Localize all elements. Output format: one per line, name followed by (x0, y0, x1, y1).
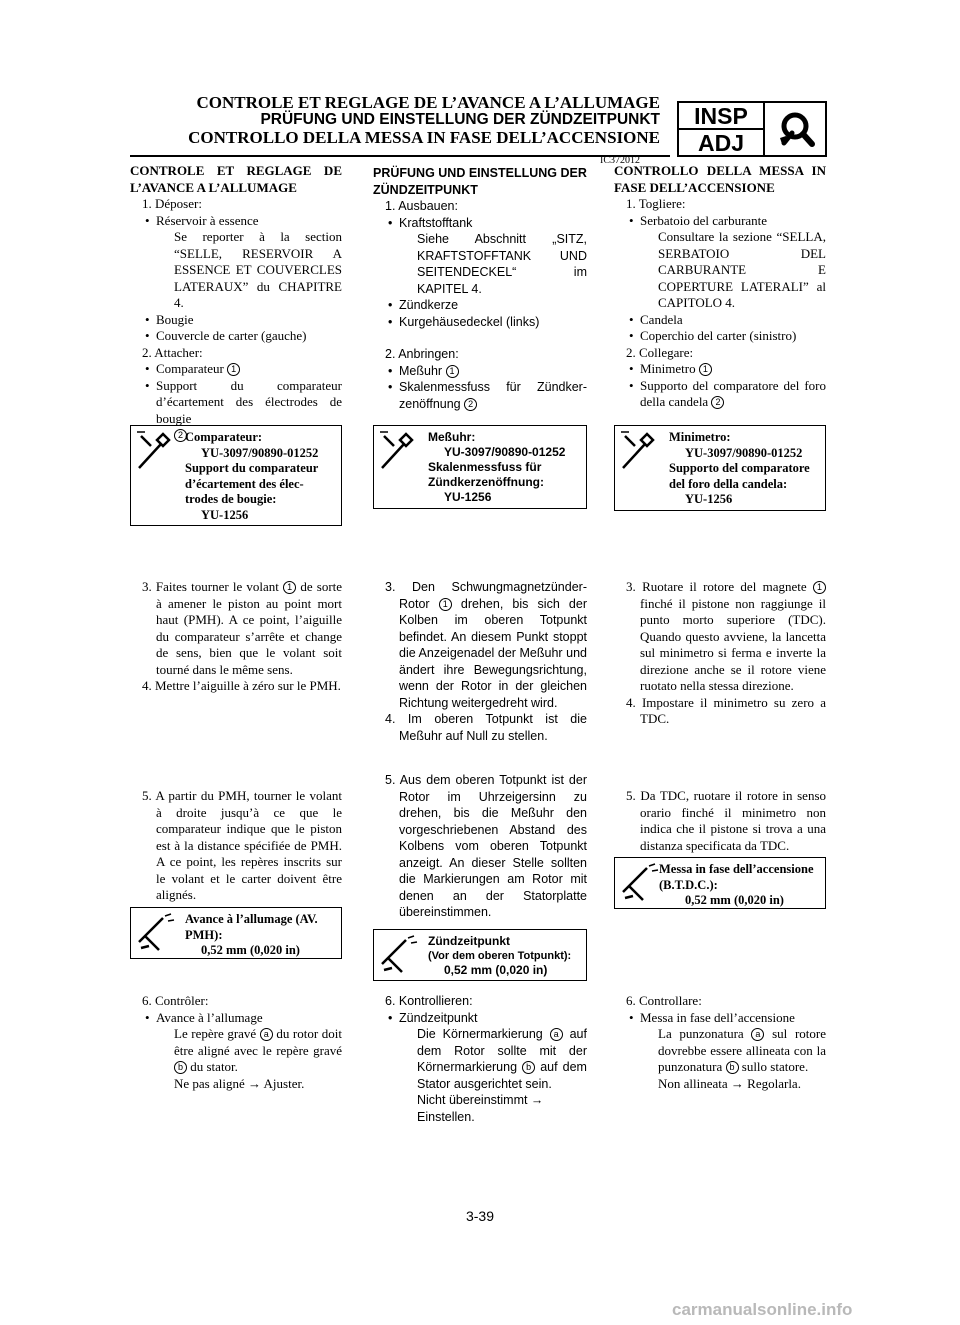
callout-1: 1 (227, 363, 240, 376)
header-rule (130, 155, 670, 157)
callout-1: 1 (439, 598, 452, 611)
badge-adj: ADJ (697, 130, 744, 156)
column-fr (130, 163, 342, 444)
item-de-1b (399, 297, 587, 314)
callout-1: 1 (699, 363, 712, 376)
item-it-1c (640, 328, 826, 345)
item-it-6a (640, 1010, 826, 1027)
item-fr-2a (156, 361, 342, 378)
note-de-1a: Siehe Abschnitt „SITZ, KRAFTSTOFFTANK UND SEITENDECKEL“ im KAPITEL 4. (417, 232, 587, 296)
item-it-1a-text: Serbatoio del carburante (640, 212, 768, 228)
wrench-magnifier-icon (775, 109, 817, 149)
tool-fr-1: Comparateur: (185, 430, 263, 444)
tool-it-2: Supporto del comparatore del foro della candela: (669, 461, 810, 491)
spec-box-de (373, 929, 587, 981)
item-fr-1b (156, 312, 342, 329)
callout-2: 2 (464, 398, 477, 411)
note-fr-6-adjust: Ne pas aligné → Ajuster. (174, 1075, 305, 1091)
page-number: 3-39 (465, 1208, 495, 1224)
item-it-1c-text: Coperchio del carter (sinistro) (640, 328, 797, 343)
note-it-6 (658, 1026, 826, 1076)
note-it-6-t2: sul rotore dovrebbe essere allineata con la punzonatura (658, 1026, 826, 1074)
item-it-2b-text: Supporto del comparatore del foro della candela (640, 377, 826, 409)
note-it-6-t1: La punzonatura (658, 1026, 744, 1041)
tool-it-2-pn: YU-1256 (685, 492, 733, 506)
watermark: carmanualsonline.info (672, 1300, 853, 1319)
column-de-step5 (373, 772, 587, 921)
tool-it-1: Minimetro: (669, 430, 731, 444)
step-it-6: 6. Controllare: (626, 993, 702, 1008)
item-it-1a (640, 213, 826, 230)
special-tool-icon (135, 430, 177, 472)
note-fr-1a: Se reporter à la section “SELLE, RESERVOIR A ESSENCE ET COUVERCLES LATERAUX” du CHAPITRE 4. (174, 229, 342, 310)
note-fr-6-t2: du rotor doit être aligné avec le repère gravé (174, 1026, 342, 1058)
tool-de-1: Meßuhr: (428, 430, 476, 444)
heading-de: PRÜFUNG UND EINSTELLUNG DER ZÜNDZEITPUNKT (373, 166, 587, 197)
tool-it-1-pn: YU-3097/90890-01252 (685, 445, 803, 460)
item-fr-6a-text: Avance à l’allumage (156, 1009, 263, 1025)
item-de-2a (399, 363, 587, 380)
step-de-3-a: 3. Den Schwungmagnetzünder-Rotor (385, 580, 587, 611)
tool-fr-2-pn: YU-1256 (201, 507, 249, 522)
item-fr-2b-text: Support du comparateur d’écartement des électrodes de bougie (156, 377, 342, 426)
step-it-3 (626, 579, 826, 695)
column-it-steps34 (614, 579, 826, 728)
step-fr-3-b: de sorte à amener le piston au point mort haut (PMH). A ce point, l’aiguille du comparateur s’arrête et change de sens, bien que le volant soit tourné dans le même sens. (156, 579, 343, 677)
note-fr-6 (174, 1026, 342, 1076)
note-fr-6-t1: Le repère gravé (174, 1026, 257, 1041)
step-it-3-a: 3. Ruotare il rotore del magnete (626, 579, 807, 594)
step-fr-3 (142, 579, 342, 678)
callout-1: 1 (446, 365, 459, 378)
tool-de-2: Skalenmessfuss für Zündkerzenöffnung: (428, 460, 544, 489)
heading-it: CONTROLLO DELLA MESSA IN FASE DELL’ACCENSIONE (614, 163, 826, 195)
step-de-3-b: drehen, bis sich der Kolben im oberen Totpunkt befindet. An diesem Punkt stoppt die Anzeigenadel der Meßuhr und ändert ihre Bewegungsrichtung, wenn der Rotor in der gleichen Richtung weitergedreht wird. (399, 596, 587, 710)
callout-b: b (522, 1061, 535, 1074)
item-fr-2a-text: Comparateur (156, 361, 224, 376)
step-fr-4: 4. Mettre l’aiguille à zéro sur le PMH. (142, 678, 341, 693)
step-it-4: 4. Impostare il minimetro su zero a TDC. (626, 694, 826, 726)
item-fr-1b-text: Bougie (156, 311, 194, 327)
tool-box-de (373, 425, 587, 509)
note-fr-6-t3: du stator. (190, 1059, 238, 1074)
item-de-2b (399, 379, 587, 412)
step-de-4: 4. Im oberen Totpunkt ist die Meßuhr auf Null zu stellen. (385, 712, 587, 743)
badge-insp: INSP (679, 103, 763, 130)
spec-icon (619, 862, 661, 904)
column-fr-steps34 (130, 579, 342, 695)
tool-fr-2: Support du comparateur d’écartement des élec-trodes de bougie: (185, 461, 319, 506)
spec-fr-label: Avance à l’allumage (AV. PMH): (185, 912, 318, 942)
column-de (373, 165, 587, 412)
step-it-5: 5. Da TDC, ruotare il rotore in senso orario finché il minimetro non indica che il pistone si trova a una distanza specificata da TDC. (626, 788, 826, 853)
column-it-step5 (614, 788, 826, 854)
callout-a: a (550, 1028, 563, 1041)
callout-a: a (260, 1028, 273, 1041)
item-de-6a (399, 1010, 587, 1027)
callout-a: a (751, 1028, 764, 1041)
item-fr-6a (156, 1010, 342, 1027)
column-de-steps34 (373, 579, 587, 744)
column-fr-step5 (130, 788, 342, 904)
spec-box-fr (130, 907, 342, 959)
item-fr-1c-text: Couvercle de carter (gauche) (156, 328, 307, 343)
callout-1: 1 (283, 581, 296, 594)
step-fr-2: 2. Attacher: (142, 344, 203, 360)
item-de-1a-text: Kraftstofftank (399, 215, 473, 230)
step-fr-6: 6. Contrôler: (142, 993, 209, 1008)
column-it (614, 163, 826, 411)
item-de-1c-text: Kurgehäusedeckel (links) (399, 314, 540, 329)
step-de-3 (385, 579, 587, 711)
step-de-5: 5. Aus dem oberen Totpunkt ist der Rotor im Uhrzeigersinn zu drehen, bis die Meßuhr den vorgeschriebenen Abstand des Kolbens vom oberen Totpunkt anzeigt. An dieser Stelle sollten die Markierungen am Rotor mit denen an der Statorplatte übereinstimmen. (385, 773, 587, 919)
special-tool-icon (378, 430, 420, 472)
callout-2: 2 (711, 396, 724, 409)
title-de: PRÜFUNG UND EINSTELLUNG DER ZÜNDZEITPUNKT (260, 111, 660, 128)
item-de-1a (399, 215, 587, 232)
step-de-1: 1. Ausbauen: (385, 199, 458, 213)
item-de-6a-text: Zündzeitpunkt (399, 1010, 478, 1025)
spec-box-it (614, 857, 826, 909)
note-de-6-adjust: Nicht übereinstimmt → Einstellen. (417, 1093, 544, 1124)
tool-de-2-pn: YU-1256 (444, 490, 492, 504)
item-it-2b (640, 378, 826, 411)
item-it-6a-text: Messa in fase dell’accensione (640, 1009, 795, 1025)
step-it-3-b: finché il pistone non raggiunge il punto morto superiore (TDC). Quando questo avviene, la lancetta sul minimetro si ferma e inverte la direzione anche se il rotore viene ruotato nella stessa direzione. (640, 595, 826, 693)
note-it-1a: Consultare la sezione “SELLA, SERBATOIO DEL CARBURANTE E COPERTURE LATERALI” al CAPITOLO 4. (658, 229, 826, 310)
item-fr-1a (156, 213, 342, 230)
tool-box-it (614, 425, 826, 511)
step-fr-1: 1. Déposer: (142, 196, 202, 211)
item-de-1c (399, 314, 587, 331)
heading-fr: CONTROLE ET REGLAGE DE L’AVANCE A L’ALLUMAGE (130, 163, 342, 195)
item-fr-2b (156, 378, 342, 428)
title-fr: CONTROLE ET REGLAGE DE L’AVANCE A L’ALLUMAGE (196, 93, 660, 112)
step-fr-3-a: 3. Faites tourner le volant (142, 579, 279, 594)
section-badge (677, 101, 827, 157)
item-de-2a-text: Meßuhr (399, 363, 443, 378)
tool-box-fr (130, 425, 342, 526)
column-de-step6 (373, 993, 587, 1125)
tool-de-1-pn: YU-3097/90890-01252 (444, 445, 566, 459)
tool-fr-1-pn: YU-3097/90890-01252 (201, 445, 319, 460)
item-fr-1c (156, 328, 342, 345)
note-it-6-adjust: Non allineata → Regolarla. (658, 1075, 801, 1091)
spec-de-label2: (Vor dem oberen Totpunkt): (428, 949, 572, 962)
note-it-6-t3: sullo statore. (741, 1059, 809, 1074)
item-de-2b-text: Skalenmessfuss für Zündker-zenöffnung (399, 380, 587, 411)
column-fr-step6 (130, 993, 342, 1092)
spec-de-value: 0,52 mm (0,020 in) (444, 963, 548, 977)
step-it-1: 1. Togliere: (626, 196, 686, 211)
item-fr-1a-text: Réservoir à essence (156, 212, 259, 228)
callout-b: b (174, 1061, 187, 1074)
spec-icon (378, 934, 420, 976)
spec-it-label: Messa in fase dell’accensione (B.T.D.C.): (659, 862, 814, 892)
step-de-6: 6. Kontrollieren: (385, 994, 473, 1008)
column-it-step6 (614, 993, 826, 1092)
note-de-6-t2: auf dem Rotor sollte mit der Körnermarkierung (417, 1027, 587, 1074)
ref-code: IC372012 (600, 155, 640, 166)
step-it-2: 2. Collegare: (626, 344, 694, 360)
callout-1: 1 (813, 581, 826, 594)
callout-2: 2 (174, 429, 187, 442)
step-de-2: 2. Anbringen: (385, 347, 459, 361)
spec-it-value: 0,52 mm (0,020 in) (685, 893, 784, 907)
item-de-1b-text: Zündkerze (399, 298, 459, 312)
note-de-6-t1: Die Körnermarkierung (417, 1027, 543, 1041)
item-it-1b (640, 312, 826, 329)
callout-b: b (726, 1061, 739, 1074)
spec-de-label: Zündzeitpunkt (428, 934, 510, 948)
item-it-2a (640, 361, 826, 378)
note-de-6-t3: auf dem Stator ausgerichtet sein. (417, 1060, 587, 1091)
spec-icon (135, 912, 177, 954)
step-fr-5: 5. A partir du PMH, tourner le volant à droite jusqu’à ce que le comparateur indique que le piston est à la distance spécifiée de PMH. A ce point, les repères inscrits sur le volant et le carter doivent être alignés. (142, 788, 342, 902)
note-de-6 (417, 1026, 587, 1092)
item-it-2a-text: Minimetro (640, 361, 696, 376)
special-tool-icon (619, 430, 661, 472)
title-it: CONTROLLO DELLA MESSA IN FASE DELL’ACCENSIONE (188, 128, 660, 147)
item-it-1b-text: Candela (640, 311, 683, 327)
spec-fr-value: 0,52 mm (0,020 in) (201, 943, 300, 957)
